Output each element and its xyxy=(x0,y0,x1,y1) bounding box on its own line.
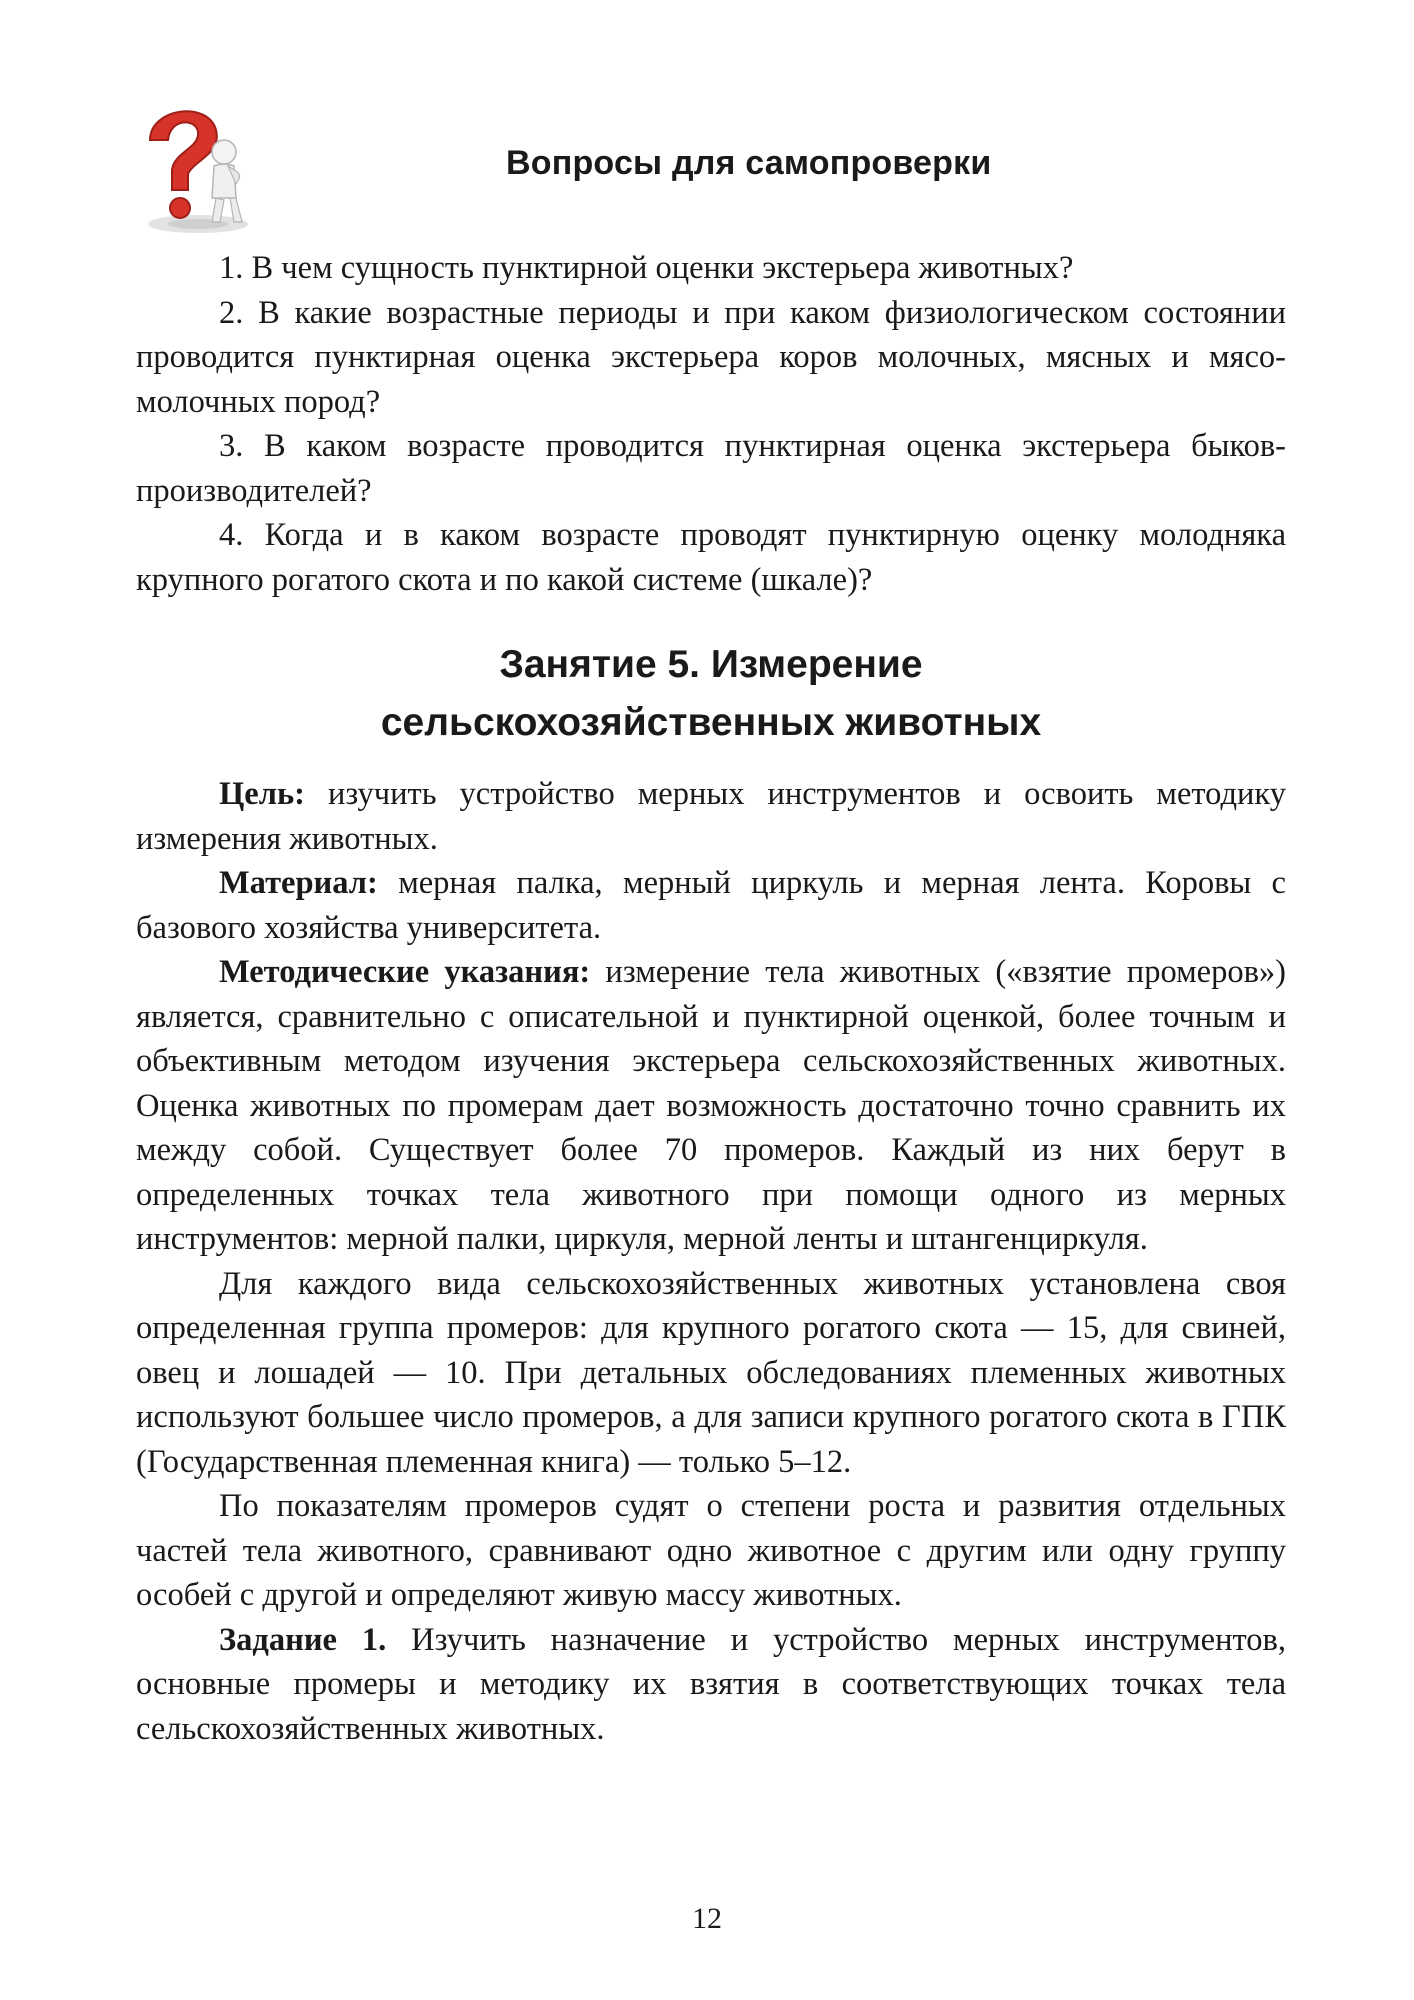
material-paragraph xyxy=(136,861,1286,950)
material-text: мерная палка, мерный циркуль и мерная лента. Коровы с базового хозяйства университета. xyxy=(136,865,1286,946)
goal-label: Цель: xyxy=(219,776,305,812)
groups-paragraph: Для каждого вида сельскохозяйственных животных установлена своя определенная группа промеров: для крупного рогатого скота — 15, для свиней, овец и лошадей — 10. При детальных обследованиях племенных животных используют большее число промеров, а для записи крупного рогатого скота в ГПК (Государственная племенная книга) — только 5–12. xyxy=(136,1265,1286,1480)
self-check-header xyxy=(136,100,1286,250)
page-number: 12 xyxy=(692,1902,722,1935)
task-1-text: Изучить назначение и устройство мерных инструментов, основные промеры и методику их взятия в соответствующих точках тела сельскохозяйственных животных. xyxy=(136,1621,1286,1747)
material-label: Материал: xyxy=(219,865,378,901)
question-item: 1. В чем сущность пунктирной оценки экстерьера животных? xyxy=(219,250,1074,286)
goal-paragraph xyxy=(136,772,1286,861)
page-content xyxy=(136,100,1286,1751)
question-item: 3. В каком возрасте проводится пунктирная оценка экстерьера быков-производителей? xyxy=(136,428,1286,509)
question-item: 2. В какие возрастные периоды и при каком физиологическом состоянии проводится пунктирная оценка экстерьера коров молочных, мясных и мясо-молочных пород? xyxy=(136,294,1286,420)
question-item: 4. Когда и в каком возрасте проводят пунктирную оценку молодняка крупного рогатого скота и по какой системе (шкале)? xyxy=(136,517,1286,598)
goal-text: изучить устройство мерных инструментов и освоить методику измерения животных. xyxy=(136,776,1286,857)
lesson-title xyxy=(136,636,1286,752)
question-mark-figure-icon xyxy=(136,100,276,240)
task-1-label: Задание 1. xyxy=(219,1621,387,1658)
lesson-title-line-2: сельскохозяйственных животных xyxy=(380,701,1042,744)
method-text: измерение тела животных («взятие промеров») является, сравнительно с описательной и пунктирной оценкой, более точным и объективным методом изучения экстерьера сельскохозяйственных животных. Оценка животных по промерам дает возможность достаточно точно сравнить их между собой. Существует более 70 промеров. Каждый из них берут в определенных точках тела животного при помощи одного из мерных инструментов: мерной палки, циркуля, мерной ленты и штангенциркуля. xyxy=(136,954,1286,1257)
lesson-title-line-1: Занятие 5. Измерение xyxy=(499,643,923,686)
self-check-title: Вопросы для самопроверки xyxy=(506,144,992,182)
method-paragraph xyxy=(136,950,1286,1262)
indicators-paragraph: По показателям промеров судят о степени роста и развития отдельных частей тела животного, сравнивают одно животное с другим или одну группу особей с другой и определяют живую массу животных. xyxy=(136,1488,1286,1613)
task-1-paragraph xyxy=(136,1618,1286,1752)
self-check-questions xyxy=(136,246,1286,602)
method-label: Методические указания: xyxy=(219,954,591,990)
